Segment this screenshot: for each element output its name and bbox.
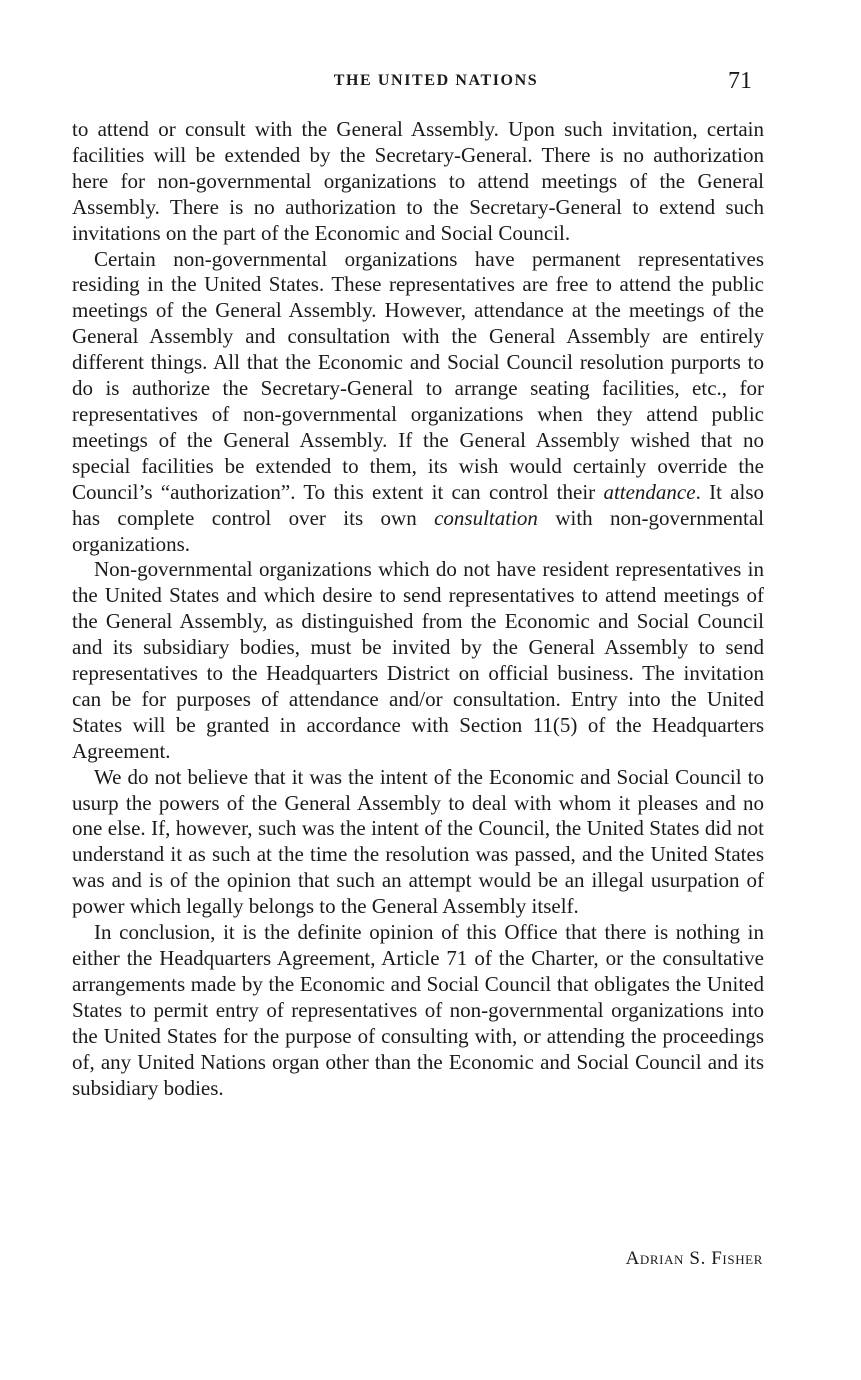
paragraph — [72, 247, 764, 558]
paragraph — [72, 117, 764, 247]
signature: Adrian S. Fisher — [625, 1248, 763, 1269]
running-title: THE UNITED NATIONS — [333, 72, 539, 89]
running-header — [70, 68, 762, 98]
paragraph — [72, 920, 764, 1101]
paragraph-text: Non-governmental organizations which do not have resident representatives in the United States and which desire to send representatives to attend meetings of the General Assembly, as distinguished from the Economic and Social Council and its subsidiary bodies, must be invited by the General Assembly to send representatives to the Headquarters District on official business. The invitation can be for purposes of attendance and/or consultation. Entry into the United States will be granted in accordance with Section 11(5) of the Headquarters Agreement. — [72, 557, 764, 763]
body-text — [72, 117, 764, 1101]
paragraph-text: In conclusion, it is the definite opinion of this Office that there is nothing in either the Headquarters Agreement, Article 71 of the Charter, or the consultative arrangements made by the Economic and Social Council that obligates the United States to permit entry of representatives of non-governmental organizations into the United States for the purpose of consulting with, or attending the proceedings of, any United Nations organ other than the Economic and Social Council and its subsidiary bodies. — [72, 920, 764, 1100]
paragraph-text: with non-governmental organizations. — [72, 505, 764, 556]
paragraph — [72, 557, 764, 764]
paragraph-text: . It also has complete control over its own — [72, 479, 765, 530]
paragraph-text: Certain non-governmental organizations have permanent representatives residing in the United States. These representatives are free to attend the public meetings of the General Assembly. However, attendance at the meetings of the General Assembly and consultation with the General Assembly are entirely different things. All that the Economic and Social Council resolution purports to do is authorize the Secretary-General to arrange seating facilities, etc., for representatives of non-governmental organizations when they attend public meetings of the General Assembly. If the General Assembly wished that no special facilities be extended to them, its wish would certainly override the Council’s “authorization”. To this extent it can control their — [72, 246, 764, 504]
paragraph — [72, 765, 764, 920]
emphasized-text: attendance — [603, 479, 696, 504]
emphasized-text: consultation — [434, 505, 538, 530]
paragraph-text: to attend or consult with the General Assembly. Upon such invitation, certain facilities will be extended by the Secretary-General. There is no authorization here for non-governmental organizations to attend meetings of the General Assembly. There is no authorization to the Secretary-General to extend such invitations on the part of the Economic and Social Council. — [72, 117, 764, 245]
page-number: 71 — [728, 68, 752, 94]
paragraph-text: We do not believe that it was the intent of the Economic and Social Council to usurp the powers of the General Assembly to deal with whom it pleases and no one else. If, however, such was the intent of the Council, the United States did not understand it as such at the time the resolution was passed, and the United States was and is of the opinion that such an attempt would be an illegal usurpation of power which legally belongs to the General Assembly itself. — [72, 764, 764, 919]
